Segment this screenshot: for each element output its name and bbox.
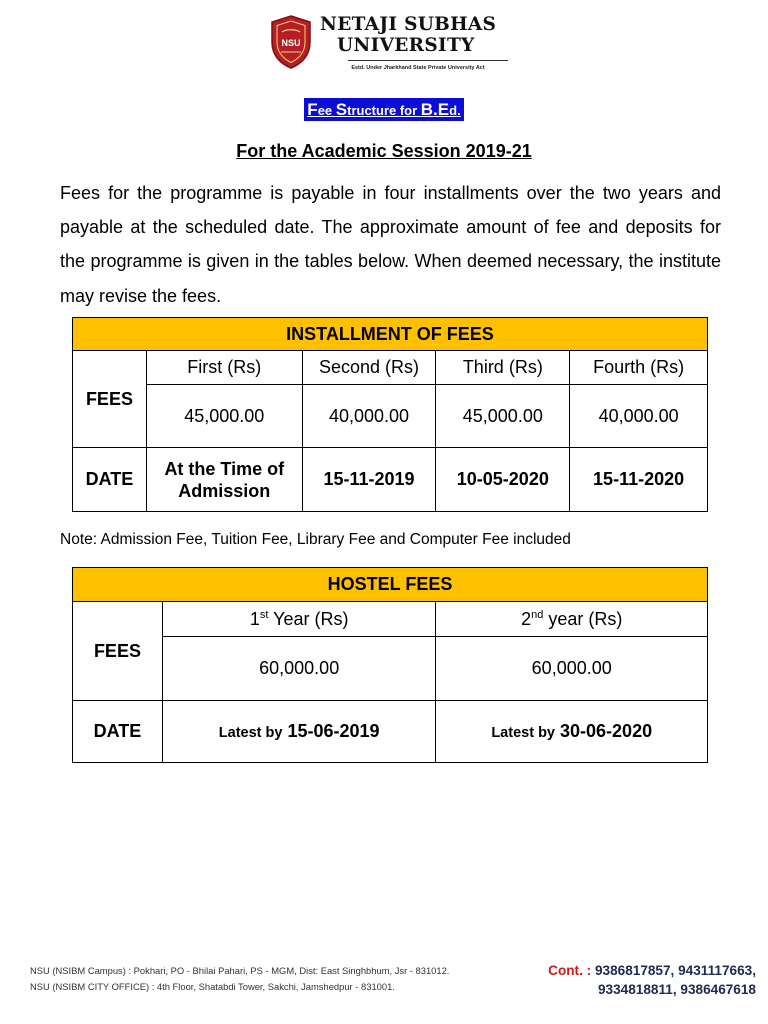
university-logo (268, 14, 518, 76)
hostel-heading: HOSTEL FEES (73, 568, 708, 602)
column-header: First (Rs) (146, 351, 302, 385)
contact-label: Cont. : (548, 963, 592, 978)
shield-emblem-icon (268, 14, 314, 70)
installment-heading: INSTALLMENT OF FEES (73, 318, 708, 351)
installment-table (72, 317, 708, 512)
date-value: 15-11-2019 (302, 448, 436, 512)
table-row (73, 385, 708, 448)
title-part: ee (317, 103, 336, 118)
contact-line (516, 961, 756, 980)
footer-contact (516, 961, 756, 999)
column-header-text: 2 (521, 608, 532, 629)
city-office-address: NSU (NSIBM CITY OFFICE) : 4th Floor, Shatabdi Tower, Sakchi, Jamshedpur - 831001. (30, 981, 395, 992)
title-part: S (335, 100, 348, 119)
fee-value: 45,000.00 (436, 385, 570, 448)
table-row (73, 448, 708, 512)
hostel-table (72, 567, 708, 763)
title-part: F (307, 100, 318, 119)
date-value (436, 701, 708, 763)
academic-session: For the Academic Session 2019-21 (236, 141, 532, 161)
date-value (162, 701, 436, 763)
header-divider (348, 60, 508, 61)
fees-label: FEES (73, 602, 163, 701)
date-value: 10-05-2020 (436, 448, 570, 512)
fee-note: Note: Admission Fee, Tuition Fee, Library Fee and Computer Fee included (60, 531, 571, 548)
fee-value: 60,000.00 (436, 637, 708, 701)
column-header (436, 602, 708, 637)
fee-value: 60,000.00 (162, 637, 436, 701)
university-name-line1: NETAJI SUBHAS (320, 14, 497, 35)
date-label: DATE (73, 701, 163, 763)
table-row (73, 351, 708, 385)
university-name-line2: UNIVERSITY (337, 35, 475, 56)
table-row (73, 602, 708, 637)
footer-addresses (30, 963, 510, 995)
title-part: B.E (420, 100, 450, 119)
column-header: Second (Rs) (302, 351, 436, 385)
date-label: DATE (73, 448, 147, 512)
title-part: d. (449, 103, 461, 118)
contact-numbers: 9386817857, 9431117663, (594, 963, 756, 978)
intro-paragraph: Fees for the programme is payable in four installments over the two years and payable at the scheduled date. The approximate amount of fee and deposits for the programme is given in the tables below. When deemed necessary, the institute may revise the fees. (60, 183, 721, 306)
university-name (320, 14, 516, 56)
title-wrapper (0, 98, 768, 121)
logo-text: NSU (281, 38, 301, 48)
table-row (73, 701, 708, 763)
campus-address: NSU (NSIBM Campus) : Pokhari, PO - Bhilai Pahari, PS - MGM, Dist: East Singhbhum, Jsr - 831012. (30, 965, 450, 976)
column-header-text: year (Rs) (543, 608, 623, 629)
page-title (304, 98, 463, 121)
hostel-date: 15-06-2019 (287, 721, 380, 741)
ordinal-suffix: st (259, 608, 269, 621)
column-header: Third (Rs) (436, 351, 570, 385)
date-value: 15-11-2020 (570, 448, 708, 512)
university-tagline: Estd. Under Jharkhand State Private University Act (351, 65, 485, 71)
table-row (73, 637, 708, 701)
fee-value: 40,000.00 (302, 385, 436, 448)
column-header (162, 602, 436, 637)
ordinal-suffix: nd (531, 608, 544, 621)
contact-numbers-line2: 9334818811, 9386467618 (597, 982, 756, 997)
column-header-text: 1 (249, 608, 260, 629)
table-header-row (73, 568, 708, 602)
column-header-text: Year (Rs) (268, 608, 349, 629)
table-header-row (73, 318, 708, 351)
fees-label: FEES (73, 351, 147, 448)
hostel-date: 30-06-2020 (560, 721, 653, 741)
latest-by-label: Latest by (218, 725, 283, 741)
fee-value: 45,000.00 (146, 385, 302, 448)
fee-value: 40,000.00 (570, 385, 708, 448)
title-part: tructure for (347, 103, 421, 118)
latest-by-label: Latest by (491, 725, 555, 741)
date-value: At the Time of Admission (146, 448, 302, 512)
column-header: Fourth (Rs) (570, 351, 708, 385)
